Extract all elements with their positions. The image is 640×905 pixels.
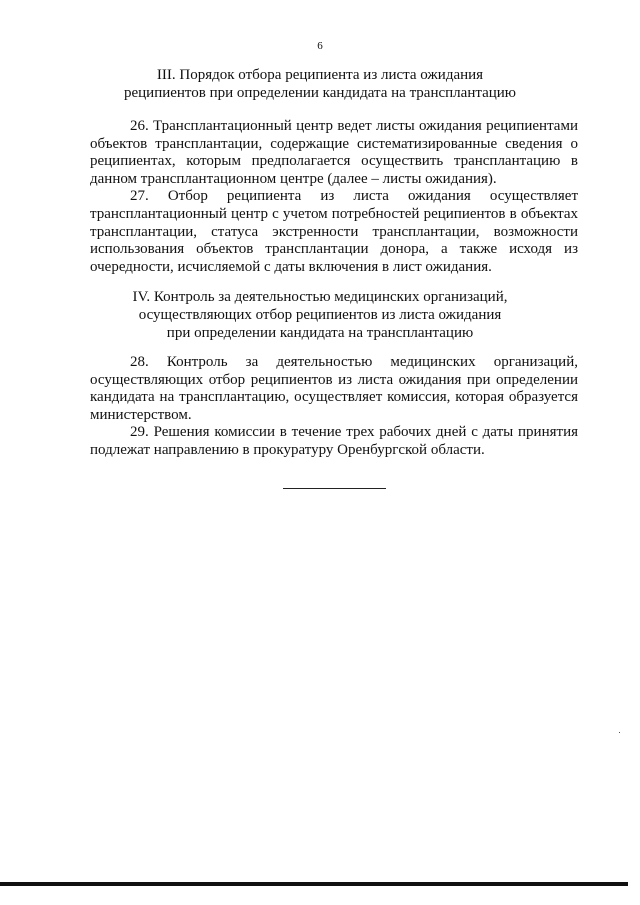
section-3-heading-line-1: III. Порядок отбора реципиента из листа ожидания: [156, 67, 484, 83]
end-separator-line: [283, 488, 386, 489]
scan-bottom-edge: [0, 882, 628, 886]
section-4-body: [90, 354, 578, 460]
scan-artifact-dot: [619, 732, 620, 733]
section-3-heading-line-2: реципиентов при определении кандидата на трансплантацию: [123, 85, 517, 101]
paragraph-28: 28. Контроль за деятельностью медицинских организаций, осуществляющих отбор реципиентов из листа ожидания при определении кандидата на трансплантацию, осуществляет комиссия, которая образуется министерством.: [90, 354, 578, 423]
section-3-heading: [0, 66, 640, 102]
page-number: 6: [317, 40, 323, 52]
paragraph-29: 29. Решения комиссии в течение трех рабочих дней с даты принятия подлежат направлению в прокуратуру Оренбургской области.: [90, 424, 578, 458]
section-4-heading-line-3: при определении кандидата на трансплантацию: [166, 325, 474, 341]
paragraph-26: 26. Трансплантационный центр ведет листы ожидания реципиентами объектов трансплантации, содержащие систематизированные сведения о реципиентах, которым предполагается осуществить трансплантацию в данном трансплантационном центре (далее – листы ожидания).: [90, 118, 578, 187]
section-4-heading: [0, 288, 640, 342]
section-3-body: [90, 118, 578, 276]
paragraph-27: 27. Отбор реципиента из листа ожидания осуществляет трансплантационный центр с учетом потребностей реципиентов в объектах трансплантации, статуса экстренности трансплантации, возможности использования объектов трансплантации донора, а также исходя из очередности, исчисляемой с даты включения в лист ожидания.: [90, 188, 578, 275]
section-4-heading-line-1: IV. Контроль за деятельностью медицинских организаций,: [132, 289, 508, 305]
section-4-heading-line-2: осуществляющих отбор реципиентов из листа ожидания: [138, 307, 502, 323]
